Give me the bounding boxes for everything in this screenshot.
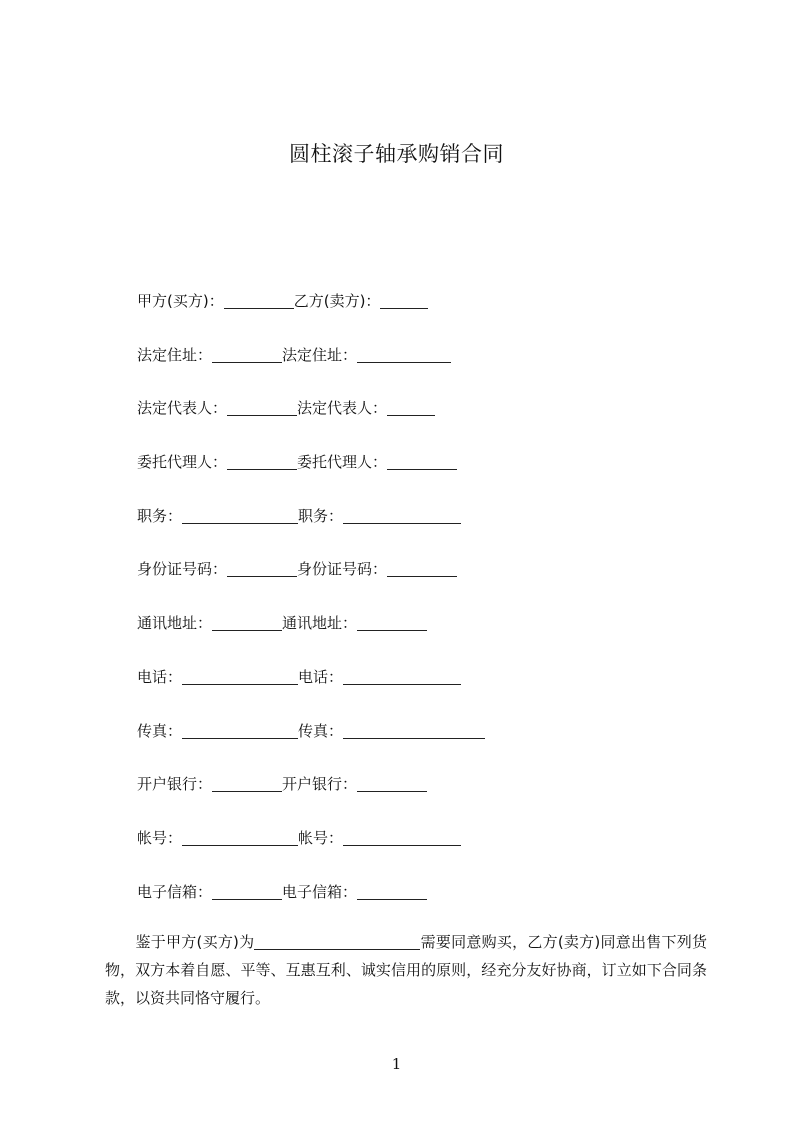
blank-field[interactable] — [357, 613, 427, 631]
field-label: 电子信箱： — [282, 882, 358, 901]
field-label: 传真： — [298, 721, 344, 740]
blank-field[interactable] — [227, 452, 297, 470]
field-label: 委托代理人： — [137, 453, 228, 472]
blank-field[interactable] — [387, 398, 435, 416]
field-row-account — [137, 825, 485, 879]
intro-paragraph — [105, 928, 707, 1012]
blank-field[interactable] — [343, 721, 485, 739]
field-label: 乙方(卖方)： — [293, 292, 381, 310]
field-label: 帐号： — [137, 828, 183, 847]
blank-field[interactable] — [357, 774, 427, 792]
field-row-email — [137, 879, 485, 933]
blank-field[interactable] — [212, 774, 282, 792]
field-label: 职务： — [137, 506, 183, 525]
field-row-buyer-seller — [137, 288, 485, 342]
field-label: 甲方(买方)： — [137, 292, 224, 310]
field-row-bank — [137, 771, 485, 825]
blank-field[interactable] — [357, 345, 451, 363]
blank-field[interactable] — [212, 613, 282, 631]
field-label: 电话： — [298, 667, 344, 686]
paragraph-prefix: 鉴于甲方(买方)为 — [135, 933, 255, 951]
field-label: 法定住址： — [282, 345, 358, 364]
field-row-phone — [137, 664, 485, 718]
field-row-fax — [137, 718, 485, 772]
blank-field[interactable] — [343, 506, 461, 524]
field-label: 身份证号码： — [137, 560, 228, 579]
blank-field[interactable] — [182, 667, 298, 685]
page-number: 1 — [391, 1055, 402, 1073]
paragraph-suffix: 需要同意购买，乙方(卖方)同意出售下列货物，双方本着自愿、平等、互惠互利、诚实信用的原则，经充分友好协商，订立如下合同条款，以资共同恪守履行。 — [105, 933, 707, 1007]
field-row-mailing-address — [137, 610, 485, 664]
blank-field[interactable] — [224, 291, 294, 309]
field-label: 开户银行： — [137, 775, 213, 794]
blank-field[interactable] — [182, 721, 298, 739]
party-fields — [137, 288, 485, 932]
field-label: 传真： — [137, 721, 183, 740]
blank-field[interactable] — [212, 345, 282, 363]
blank-field[interactable] — [254, 932, 420, 950]
field-label: 法定代表人： — [137, 399, 228, 418]
blank-field[interactable] — [182, 828, 298, 846]
field-label: 开户银行： — [282, 775, 358, 794]
field-row-address — [137, 342, 485, 396]
field-row-agent — [137, 449, 485, 503]
field-label: 电话： — [137, 667, 183, 686]
field-label: 帐号： — [298, 828, 344, 847]
field-row-legal-rep — [137, 395, 485, 449]
page-title: 圆柱滚子轴承购销合同 — [289, 142, 504, 166]
field-label: 通讯地址： — [282, 614, 358, 633]
blank-field[interactable] — [343, 828, 461, 846]
blank-field[interactable] — [227, 398, 297, 416]
field-label: 职务： — [298, 506, 344, 525]
field-label: 法定住址： — [137, 345, 213, 364]
blank-field[interactable] — [343, 667, 461, 685]
blank-field[interactable] — [357, 882, 427, 900]
blank-field[interactable] — [387, 452, 457, 470]
field-label: 身份证号码： — [297, 560, 388, 579]
field-row-id-number — [137, 556, 485, 610]
field-row-position — [137, 503, 485, 557]
field-label: 法定代表人： — [297, 399, 388, 418]
blank-field[interactable] — [227, 559, 297, 577]
blank-field[interactable] — [380, 291, 428, 309]
field-label: 电子信箱： — [137, 882, 213, 901]
blank-field[interactable] — [182, 506, 298, 524]
blank-field[interactable] — [212, 882, 282, 900]
field-label: 委托代理人： — [297, 453, 388, 472]
blank-field[interactable] — [387, 559, 457, 577]
field-label: 通讯地址： — [137, 614, 213, 633]
